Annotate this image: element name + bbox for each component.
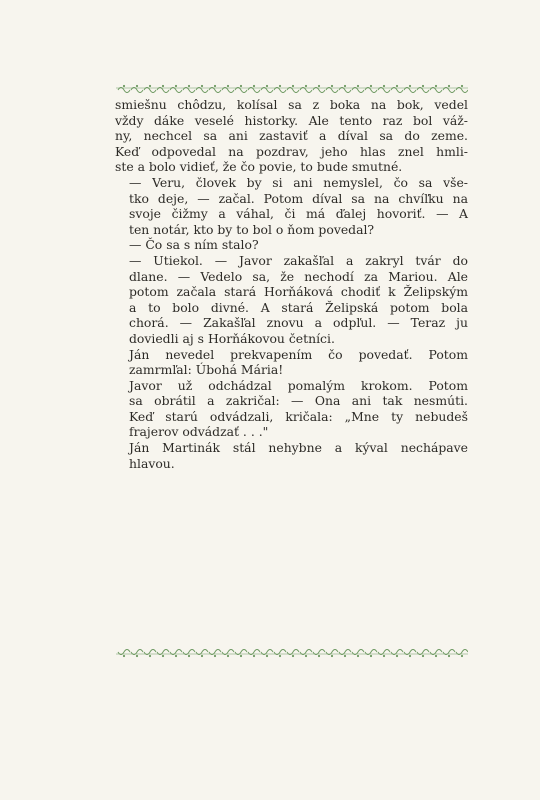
text-line: — Utiekol. — Javor zakašľal a zakryl tvár do bbox=[129, 252, 468, 268]
paragraph bbox=[115, 97, 468, 175]
paragraph bbox=[115, 237, 468, 253]
top-ornament-border bbox=[116, 82, 468, 94]
text-line: ny, nechcel sa ani zastaviť a díval sa do zeme. bbox=[115, 128, 468, 144]
text-line: hlavou. bbox=[129, 455, 175, 471]
text-line: dlane. — Vedelo sa, že nechodí za Mariou. Ale bbox=[129, 268, 468, 284]
text-line: Javor už odchádzal pomalým krokom. Potom bbox=[129, 377, 468, 393]
text-line: — Čo sa s ním stalo? bbox=[129, 237, 259, 253]
paragraph bbox=[115, 253, 468, 347]
text-line: tko deje, — začal. Potom díval sa na chvíľku na bbox=[129, 190, 468, 206]
text-line: sa obrátil a zakričal: — Ona ani tak nesmúti. bbox=[129, 393, 468, 409]
text-line: vždy dáke veselé historky. Ale tento raz bol váž- bbox=[115, 112, 468, 128]
text-line: svoje čižmy a váhal, či má ďalej hovoriť. — A bbox=[129, 206, 468, 222]
paragraph bbox=[115, 440, 468, 471]
paragraph bbox=[115, 175, 468, 237]
text-line: chorá. — Zakašľal znovu a odpľul. — Teraz ju bbox=[129, 315, 468, 331]
text-line: — Veru, človek by si ani nemyslel, čo sa vše- bbox=[129, 174, 468, 190]
text-line: a to bolo divné. A stará Želipská potom bola bbox=[129, 299, 468, 315]
text-line: ste a bolo vidieť, že čo povie, to bude smutné. bbox=[115, 159, 403, 175]
text-line: smiešnu chôdzu, kolísal sa z boka na bok, vedel bbox=[115, 97, 468, 112]
text-line: Keď odpovedal na pozdrav, jeho hlas znel hmli- bbox=[115, 143, 468, 159]
bottom-ornament-border bbox=[116, 648, 468, 660]
text-line: potom začala stará Horňáková chodiť k Želipským bbox=[129, 284, 468, 300]
text-line: ten notár, kto by to bol o ňom povedal? bbox=[129, 221, 375, 237]
text-line: frajerov odvádzať . . ." bbox=[129, 424, 269, 440]
text-line: doviedli aj s Horňákovou četníci. bbox=[129, 330, 335, 346]
text-line: Ján nevedel prekvapením čo povedať. Potom bbox=[129, 346, 468, 362]
text-line: zamrmľal: Úbohá Mária! bbox=[129, 362, 284, 378]
text-line: Keď starú odvádzali, kričala: „Mne ty nebudeš bbox=[129, 408, 468, 424]
story-text bbox=[115, 97, 468, 471]
paragraph bbox=[115, 347, 468, 378]
text-line: Ján Martinák stál nehybne a kýval nechápave bbox=[129, 440, 468, 456]
paragraph bbox=[115, 378, 468, 440]
